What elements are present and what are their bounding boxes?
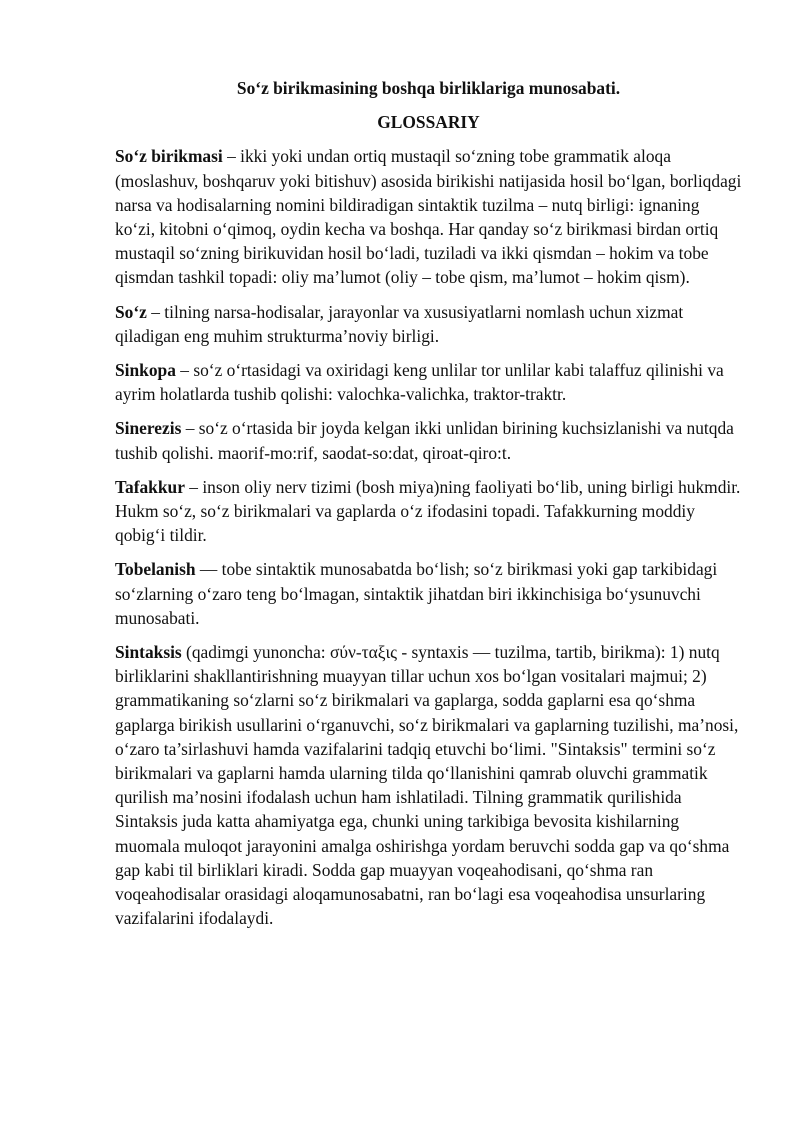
glossary-term: So‘z birikmasi: [115, 146, 223, 167]
glossary-definition: – so‘z o‘rtasidagi va oxiridagi keng unlilar tor unlilar kabi talaffuz qilinishi va ayrim holatlarda tushib qolishi: valochka-valichka, traktor-traktr.: [115, 360, 724, 405]
glossary-entry-tafakkur: [115, 475, 742, 548]
glossary-definition: – so‘z o‘rtasida bir joyda kelgan ikki unlidan birining kuchsizlanishi va nutqda tushib qolishi. maorif-mo:rif, saodat-so:dat, qiroat-qiro:t.: [115, 418, 734, 463]
glossary-definition: – tilning narsa-hodisalar, jarayonlar va xususiyatlarni nomlash uchun xizmat qiladigan eng muhim strukturma’noviy birligi.: [115, 301, 684, 346]
glossary-term: Sinkopa: [115, 360, 176, 381]
glossary-term: Sinerezis: [115, 418, 182, 439]
glossary-term: Tobelanish: [115, 559, 196, 580]
glossary-entry-tobelanish: [115, 557, 742, 630]
document-title: So‘z birikmasining boshqa birliklariga munosabati.: [236, 78, 621, 98]
glossary-definition: – inson oliy nerv tizimi (bosh miya)ning faoliyati bo‘lib, uning birligi hukmdir. Hukm so‘z, so‘z birikmalari va gaplarda o‘z ifodasini topadi. Tafakkurning moddiy qobig‘i tildir.: [115, 476, 741, 546]
glossary-definition: (qadimgi yunoncha: σύν-ταξις - syntaxis — tuzilma, tartib, birikma): 1) nutq birliklarini shakllantirishning muayyan tillar uchun xos bo‘lgan vositalari majmui; 2) grammatikaning so‘zlarni so‘z birikmalari va gaplarga, sodda gaplarni esa qo‘shma gaplarga birikish usullarini o‘rganuvchi, so‘z birikmalari va gaplarning tuzilishi, ma’nosi, o‘zaro ta’sirlashuvi hamda vazifalarini tadqiq etuvchi bo‘limi. "Sintaksis" termini so‘z birikmalari va gaplarni hamda ularning tilda qo‘llanishini qamrab oluvchi grammatik qurilish ma’nosini ifodalash uchun ham ishlatiladi. Tilning grammatik qurilishida Sintaksis juda katta ahamiyatga ega, chunki uning tarkibiga bevosita kishilarning muomala muloqot jarayonini amalga oshirishga yordam beruvchi sodda gap va qo‘shma gap kabi til birliklari kiradi. Sodda gap muayyan voqeahodisani, qo‘shma ran voqeahodisalar orasidagi aloqamunosabatni, ran bo‘lagi esa voqeahodisa unsurlaring vazifalarini ifodalaydi.: [115, 642, 739, 929]
glossary-entry-sinerezis: [115, 416, 742, 464]
glossary-entry-sintaksis: [115, 640, 742, 930]
glossary-definition: – ikki yoki undan ortiq mustaqil so‘zning tobe grammatik aloqa (moslashuv, boshqaruv yoki bitishuv) asosida birikishi natijasida hosil bo‘lgan, borliqdagi narsa va hodisalarning nomini bildiradigan sintaktik tuzilma – nutq birligi: ignaning ko‘zi, kitobni o‘qimoq, oydin kecha va boshqa. Har qanday so‘z birikmasi birdan ortiq mustaqil so‘zning birikuvidan hosil bo‘ladi, tuziladi va ikki qismdan – hokim va tobe qismdan tashkil topadi: oliy ma’lumot (oliy – tobe qism, ma’lumot – hokim qism).: [115, 146, 742, 288]
glossary-term: So‘z: [115, 301, 147, 322]
glossary-entry-sinkopa: [115, 358, 742, 406]
glossary-term: Sintaksis: [115, 642, 182, 663]
glossary-entry-soz: [115, 300, 742, 348]
glossary-entry-soz-birikmasi: [115, 144, 742, 289]
glossary-definition: — tobe sintaktik munosabatda bo‘lish; so‘z birikmasi yoki gap tarkibidagi so‘zlarning o‘zaro teng bo‘lmagan, sintaktik jihatdan biri ikkinchisiga bo‘ysunuvchi munosabati.: [115, 559, 718, 628]
document-subtitle: GLOSSARIY: [377, 112, 480, 133]
glossary-term: Tafakkur: [115, 476, 185, 497]
